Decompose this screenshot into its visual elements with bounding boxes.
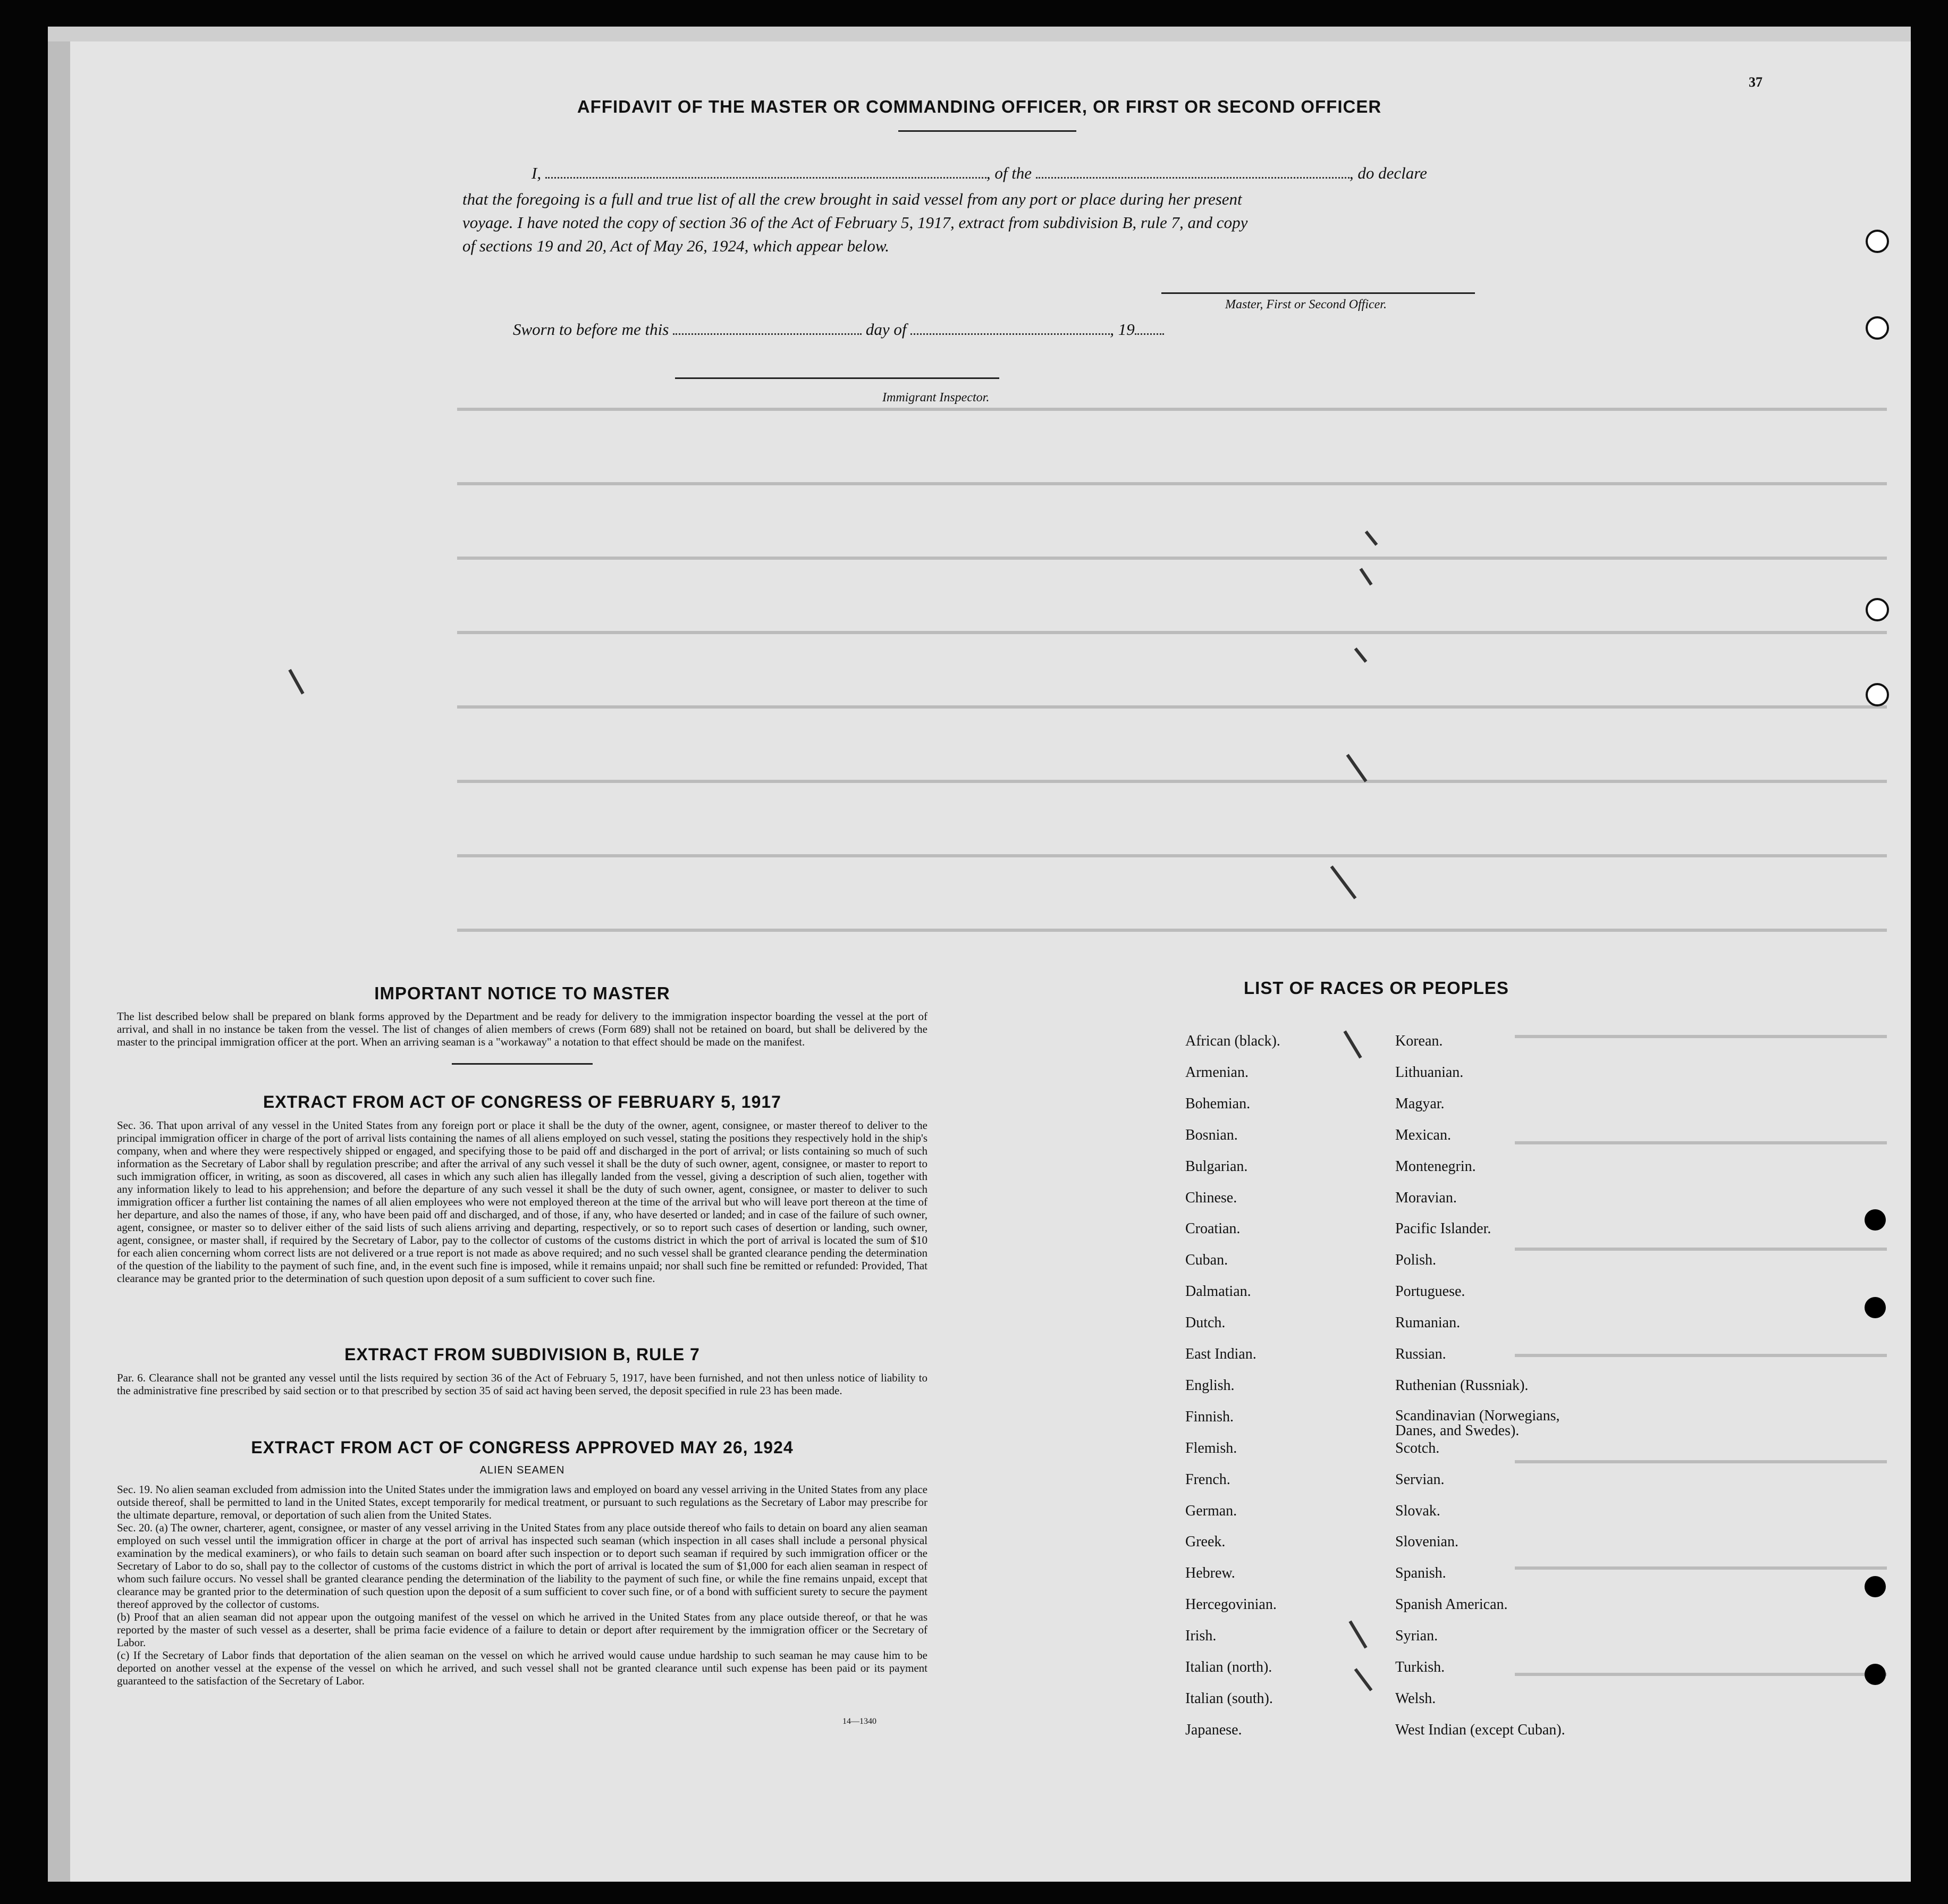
race-item: French. xyxy=(1185,1471,1230,1488)
race-item: Welsh. xyxy=(1395,1690,1436,1707)
notice-rule xyxy=(452,1063,593,1065)
sec-20c-text: (c) If the Secretary of Labor finds that deportation of the alien seaman on the vessel on which he arrived would cause undue hardship to such seaman he may cause him to be deported on another vessel at the expense of the vessel on which he arrived, and such vessel shall not be granted clearance until such expense has been paid or its payment guaranteed to the satisfaction of the Secretary of Labor. xyxy=(117,1649,927,1687)
extract-1917-text: Sec. 36. That upon arrival of any vessel in the United States from any foreign port or place it shall be the duty of the owner, agent, consignee, or master thereof to deliver to the principal immigration officer in charge of the port of arrival lists containing the names of all aliens employed on such vessel, stating the positions they respectively hold in the ship's company, when and where they were respectively shipped or engaged, and specifying those to be paid off and discharged in the port of arrival; or lists containing so much of such information as the Secretary of Labor shall by regulation prescribe; and after the arrival of any such vessel it shall be the duty of such owner, agent, consignee, or master to report to such immigration officer, in writing, as soon as discovered, all cases in which any such alien has illegally landed from the vessel, giving a description of such alien, together with any information likely to lead to his apprehension; and before the departure of any such vessel it shall be the duty of such owner, agent, consignee, or master to deliver to such immigration officer a further list containing the names of all alien employees who were not employed thereon at the time of the arrival but who will leave port thereon at the time of her departure, and also the names of those, if any, who have been paid off and discharged, and of those, if any, who have deserted or landed; and in case of the failure of such owner, agent, consignee, or master so to deliver either of the said lists of such aliens arriving and departing, respectively, or so to report such cases of desertion or landing, such owner, agent, consignee, or master shall, if required by the Secretary of Labor, pay to the collector of customs of the customs district in which the port of arrival is located the sum of $10 for each alien concerning whom correct lists are not delivered or a true report is not made as above required; and no such vessel shall be granted clearance pending the determination of the question of the liability to the payment of such fine, and, in the event such fine is imposed, while it remains unpaid; nor shall such fine be remitted or refunded: Provided, That clearance may be granted prior to the determination of such question upon deposit of a sum sufficient to cover such fine. xyxy=(117,1119,927,1285)
race-item: Rumanian. xyxy=(1395,1315,1461,1332)
sworn-month-field[interactable] xyxy=(910,333,1110,335)
affidavit-declaration-line xyxy=(532,164,1557,183)
form-number: 14—1340 xyxy=(842,1717,876,1726)
race-item: Dalmatian. xyxy=(1185,1283,1251,1300)
sec-20b-text: (b) Proof that an alien seaman did not appear upon the outgoing manifest of the vessel on which he arrived in the United States from any place outside thereof, or that he was reported by the master of such vessel as a deserter, shall be prima facie evidence of a failure to detain or deport after requirement by the immigration officer or the Secretary of Labor. xyxy=(117,1611,927,1649)
race-item: Polish. xyxy=(1395,1252,1437,1269)
race-item: Bulgarian. xyxy=(1185,1158,1248,1175)
sec-20a-text: Sec. 20. (a) The owner, charterer, agent, consignee, or master of any vessel arriving in the United States from any place outside thereof who fails to detain on board any alien seaman employed on such vessel until the immigration officer in charge at the port of arrival has inspected such seaman (which inspection in all cases shall include a personal physical examination by the medical examiners), or who fails to detain such seaman on board after such inspection or to deport such seaman if required by such immigration officer or the Secretary of Labor to do so, shall pay to the collector of customs of the customs district in which the port of arrival is located the sum of $1,000 for each alien seaman in respect of whom such failure occurs. No vessel shall be granted clearance pending the determination of the liability to the payment of such fine, or while the fine remains unpaid, except that clearance may be granted prior to the determination of such question upon the deposit of a sum sufficient to cover such fine, or of a bond with sufficient surety to secure the payment thereof approved by the collector of customs. xyxy=(117,1521,927,1611)
race-item: Dutch. xyxy=(1185,1315,1226,1332)
rule7-title: EXTRACT FROM SUBDIVISION B, RULE 7 xyxy=(344,1345,700,1364)
binder-hole xyxy=(1865,1664,1886,1685)
race-item: Pacific Islander. xyxy=(1395,1220,1491,1237)
race-item: English. xyxy=(1185,1377,1235,1394)
affidavit-para-line-2: voyage. I have noted the copy of section 36 of the Act of February 5, 1917, extract from subdivision B, rule 7, and copy xyxy=(462,213,1248,232)
affidavit-paragraph xyxy=(462,188,1557,258)
rule7-text: Par. 6. Clearance shall not be granted any vessel until the lists required by section 36 of the Act of February 5, 1917, have been furnished, and not then unless notice of liability to the administrative fine prescribed by said section or to that prescribed by section 35 of said act having been served, the deposit specified in rule 23 has been made. xyxy=(117,1371,927,1397)
race-item: Scotch. xyxy=(1395,1439,1440,1456)
race-item: Russian. xyxy=(1395,1346,1446,1362)
race-item: Turkish. xyxy=(1395,1659,1445,1675)
race-item: Moravian. xyxy=(1395,1189,1457,1206)
race-item: East Indian. xyxy=(1185,1346,1256,1362)
inspector-signature-line[interactable] xyxy=(675,377,999,379)
name-field[interactable] xyxy=(545,177,986,179)
extract-1924-body xyxy=(117,1483,927,1687)
race-item: Servian. xyxy=(1395,1471,1445,1488)
master-signature-caption: Master, First or Second Officer. xyxy=(1225,298,1387,311)
race-item: Croatian. xyxy=(1185,1220,1241,1237)
races-title: LIST OF RACES OR PEOPLES xyxy=(1244,978,1509,998)
extract-1924-title: EXTRACT FROM ACT OF CONGRESS APPROVED MAY 26, 1924 xyxy=(251,1438,794,1457)
binder-hole xyxy=(1865,1209,1886,1231)
binder-hole xyxy=(1866,598,1889,621)
notice-title: IMPORTANT NOTICE TO MASTER xyxy=(374,983,670,1003)
race-item: Bohemian. xyxy=(1185,1095,1251,1112)
race-item: Italian (south). xyxy=(1185,1690,1273,1707)
binder-hole xyxy=(1866,683,1889,706)
race-item: Slovenian. xyxy=(1395,1534,1458,1551)
race-item: Montenegrin. xyxy=(1395,1158,1476,1175)
affidavit-title: AFFIDAVIT OF THE MASTER OR COMMANDING OFFICER, OR FIRST OR SECOND OFFICER xyxy=(577,97,1382,116)
year-label: , 19 xyxy=(1110,320,1135,339)
race-item: Armenian. xyxy=(1185,1064,1249,1081)
vessel-field[interactable] xyxy=(1036,177,1350,179)
binder-hole xyxy=(1866,230,1889,253)
race-item: Korean. xyxy=(1395,1033,1443,1049)
sworn-year-field[interactable] xyxy=(1135,333,1164,335)
sworn-line xyxy=(513,320,1164,339)
extract-1917-title: EXTRACT FROM ACT OF CONGRESS OF FEBRUARY 5, 1917 xyxy=(263,1092,781,1111)
page-number-mark: 37 xyxy=(1749,74,1763,90)
binder-hole xyxy=(1865,1576,1886,1597)
race-item: Hercegovinian. xyxy=(1185,1596,1277,1613)
race-item: Greek. xyxy=(1185,1534,1226,1551)
inspector-caption: Immigrant Inspector. xyxy=(882,391,990,405)
day-of-label: day of xyxy=(865,320,907,339)
race-item: Flemish. xyxy=(1185,1439,1237,1456)
sworn-day-field[interactable] xyxy=(673,333,862,335)
race-item: Spanish American. xyxy=(1395,1596,1508,1613)
race-item: Scandinavian (Norwegians, Danes, and Swedes). xyxy=(1395,1407,1560,1439)
race-item: Cuban. xyxy=(1185,1252,1228,1269)
do-declare-label: , do declare xyxy=(1349,164,1427,182)
race-item: Bosnian. xyxy=(1185,1126,1238,1143)
race-item: Syrian. xyxy=(1395,1628,1438,1645)
affidavit-para-line-1: that the foregoing is a full and true list of all the crew brought in said vessel from any port or place during her present xyxy=(462,190,1242,208)
affidavit-para-line-3: of sections 19 and 20, Act of May 26, 1924, which appear below. xyxy=(462,237,890,255)
sworn-label: Sworn to before me this xyxy=(513,320,669,339)
race-item: Japanese. xyxy=(1185,1721,1242,1738)
master-signature-line[interactable] xyxy=(1161,292,1475,294)
race-item: Ruthenian (Russniak). xyxy=(1395,1377,1529,1394)
notice-text: The list described below shall be prepared on blank forms approved by the Department and be ready for delivery to the immigration inspector boarding the vessel at the port of arrival, and shall in no instance be taken from the vessel. The list of changes of alien members of crews (Form 689) shall not be retained on board, but shall be delivered by the master to the principal immigration officer at the port. When an arriving seaman is a "workaway" a notation to that effect should be made on the manifest. xyxy=(117,1010,927,1048)
i-label: I, xyxy=(532,164,542,182)
race-item: Hebrew. xyxy=(1185,1565,1235,1582)
race-item: Portuguese. xyxy=(1395,1283,1465,1300)
race-item: Slovak. xyxy=(1395,1502,1440,1519)
document-page xyxy=(48,27,1911,1882)
race-item: Mexican. xyxy=(1395,1126,1451,1143)
binder-hole xyxy=(1865,1297,1886,1318)
binder-hole xyxy=(1866,316,1889,340)
race-item: Irish. xyxy=(1185,1628,1217,1645)
race-item: Magyar. xyxy=(1395,1095,1445,1112)
race-item: Lithuanian. xyxy=(1395,1064,1464,1081)
race-item: African (black). xyxy=(1185,1033,1280,1049)
of-the-label: , of the xyxy=(986,164,1032,182)
sec-19-text: Sec. 19. No alien seaman excluded from admission into the United States under the immigration laws and employed on board any vessel arriving in the United States from any place outside thereof, shall be permitted to land in the United States, except temporarily for medical treatment, or pursuant to such regulations as the Secretary of Labor may prescribe for the ultimate departure, removal, or deportation of such alien from the United States. xyxy=(117,1483,927,1521)
race-item: West Indian (except Cuban). xyxy=(1395,1721,1565,1738)
race-item: German. xyxy=(1185,1502,1237,1519)
race-item: Chinese. xyxy=(1185,1189,1237,1206)
affidavit-title-rule xyxy=(898,130,1076,132)
race-item: Finnish. xyxy=(1185,1408,1234,1425)
alien-seamen-subtitle: ALIEN SEAMEN xyxy=(479,1464,565,1476)
race-item: Spanish. xyxy=(1395,1565,1446,1582)
race-item: Italian (north). xyxy=(1185,1659,1272,1675)
